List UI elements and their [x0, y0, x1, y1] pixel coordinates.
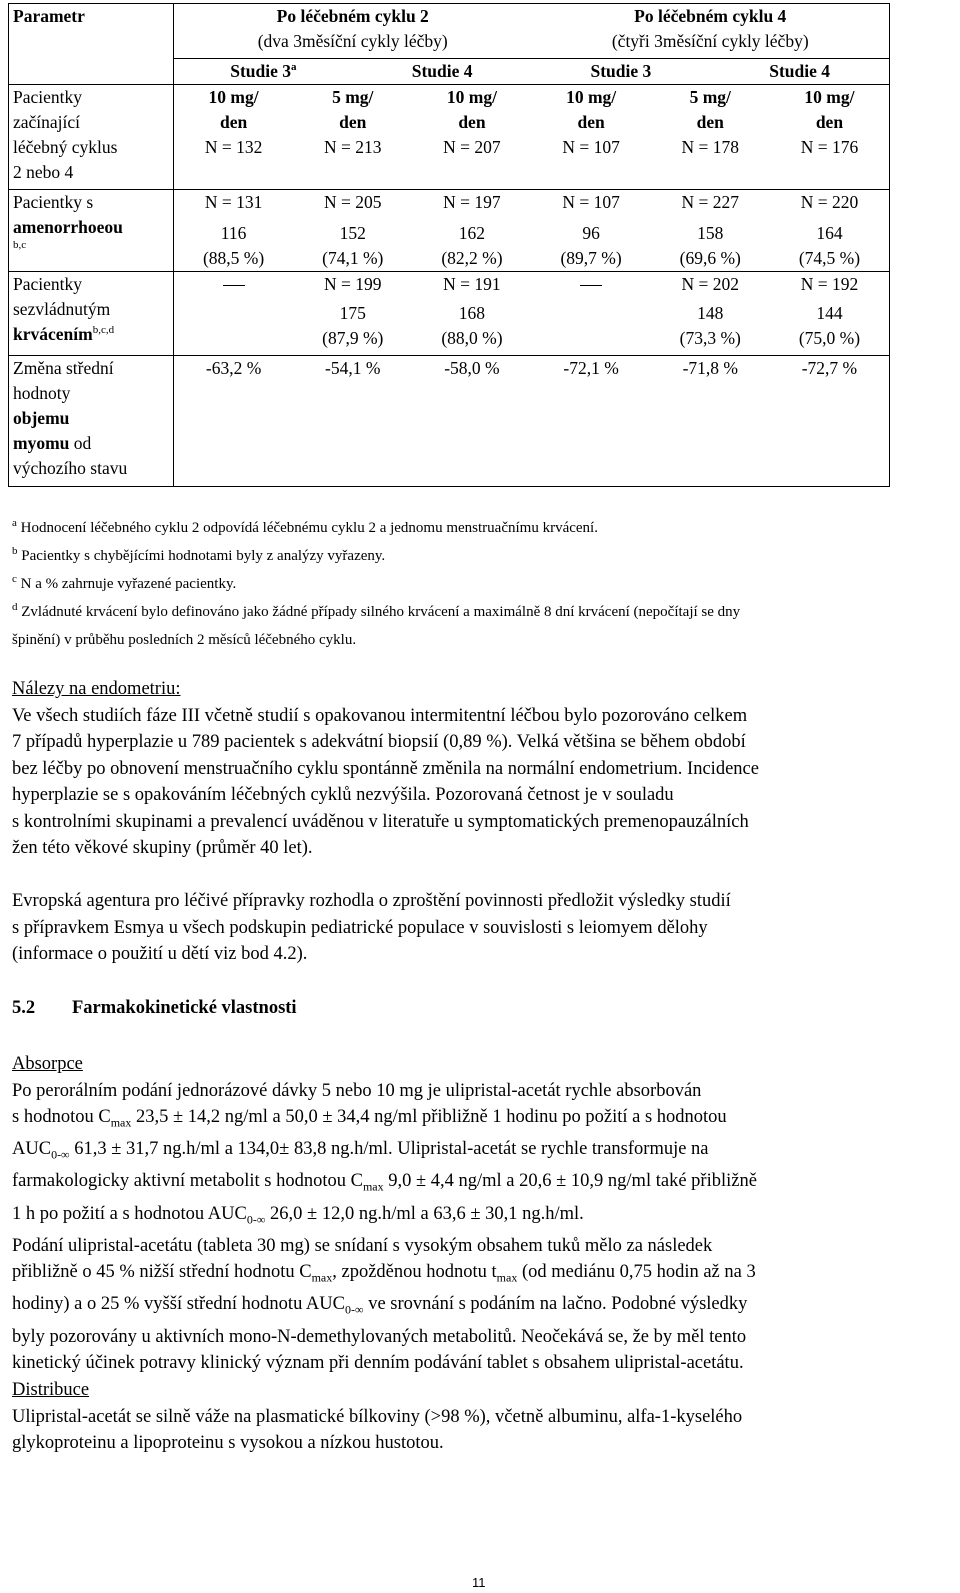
section-subtitle: Absorpce	[12, 1054, 83, 1074]
value-cell: -72,1 %	[563, 358, 619, 378]
value-cell: -63,2 %	[205, 358, 262, 378]
study-label: Studie 4	[769, 61, 831, 81]
dash-cell	[532, 272, 651, 297]
dose-cell: 10 mg/ den N = 176	[800, 87, 859, 157]
value-cell: 116 (88,5 %)	[202, 223, 265, 268]
value-cell: -72,7 %	[801, 358, 858, 378]
value-cell: -54,1 %	[325, 358, 381, 378]
row-label-amenorrhoea: Pacientky s amenorrhoeou b,c	[9, 190, 174, 272]
n-cell: N = 197	[443, 192, 501, 212]
dose-cell: 10 mg/ den N = 207	[443, 87, 501, 157]
dose-cell: 10 mg/ den N = 107	[562, 87, 620, 157]
section-subtitle: Distribuce	[12, 1380, 90, 1400]
bleeding-cells	[174, 272, 890, 356]
value-cell: 162 (82,2 %)	[441, 223, 503, 268]
value-cell: 152 (74,1 %)	[322, 223, 384, 268]
n-cell: N = 192	[800, 274, 859, 294]
distribution-section: Distribuce Ulipristal-acetát se silně váže na plasmatické bílkoviny (>98 %), včetně albuminu, alfa-1-kyselého glykoproteinu a lipoproteinu s vysokou a nízkou hustotou.	[12, 1377, 947, 1457]
dose-cell: 5 mg/ den N = 213	[324, 87, 382, 157]
study-label: Studie 3	[590, 61, 652, 81]
results-table	[8, 3, 890, 487]
value-cell: 158 (69,6 %)	[679, 223, 741, 268]
n-cell: N = 199	[324, 274, 382, 294]
dose-cell: 5 mg/ den N = 178	[681, 87, 740, 157]
cycle4-header: Po léčebném cyklu 4 (čtyři 3měsíční cykly léčby)	[611, 6, 809, 51]
n-cell: N = 107	[562, 192, 620, 212]
ema-paragraph: Evropská agentura pro léčivé přípravky rozhodla o zproštění povinnosti předložit výsledky studií s přípravkem Esmya u všech podskupin pediatrické populace v souvislosti s leiomyem dělohy (informace o použití u dětí viz bod 4.2).	[12, 891, 731, 964]
value-cell: 144 (75,0 %)	[798, 303, 861, 348]
value-cell: 164 (74,5 %)	[798, 223, 861, 268]
endometrium-section: Nálezy na endometriu: Ve všech studiích fáze III včetně studií s opakovanou intermitentní léčbou bylo pozorováno celkem 7 případů hyperplazie u 789 pacientek s adekvátní biopsií (0,89 %). Velká většina se během období bez léčby po obnovení menstruačního cyklu spontánně změnila na normální endometrium. Incidence hyperplazie se s opakováním léčebných cyklů nezvýšila. Pozorovaná četnost je v souladu s kontrolními skupinami a prevalencí uváděnou v literatuře u symptomatických premenopauzálních žen této věkové skupiny (průměr 40 let).	[12, 676, 947, 862]
n-cell: N = 202	[681, 274, 740, 294]
footnote: špinění) v průběhu posledních 2 měsíců léčebného cyklu.	[12, 632, 357, 648]
value-cell: 175 (87,9 %)	[322, 303, 384, 348]
row-label-volume: Změna střední hodnoty objemu myomu od výchozího stavu	[9, 356, 174, 487]
n-cell: N = 191	[443, 274, 501, 294]
table-footnotes	[12, 514, 942, 654]
n-cell: N = 131	[204, 192, 263, 212]
footnote: $^a$ Hodnocení léčebného cyklu 2 odpovídá léčebnému cyklu 2 a jednomu menstruačnímu krvácení.	[12, 517, 598, 536]
n-cell: N = 227	[681, 192, 740, 212]
study-label: Studie 4	[411, 61, 473, 81]
row-label-start: Pacientky začínající léčebný cyklus 2 nebo 4	[9, 85, 174, 190]
amenorrhoea-cells	[174, 190, 890, 272]
row-label-bleeding: Pacientky sezvládnutým krvácením$^{b,c,d}$	[9, 272, 174, 356]
absorption-section: Absorpce Po perorálním podání jednorázové dávky 5 nebo 10 mg je ulipristal-acetát rychle absorbován s hodnotou $C_{max}$ 23,5 ± 14,2 ng/ml a 50,0 ± 34,4 ng/ml přibližně 1 hodinu po požití a s hodnotou $AUC_{0-\infty}$ 61,3 ± 31,7 ng.h/ml a 134,0± 83,8 ng.h/ml. Ulipristal-acetát se rychle transformuje na farmakologicky aktivní metabolit s hodnotou $C_{max}$ 9,0 ± 4,4 ng/ml a 20,6 ± 10,9 ng/ml také přibližně 1 h po požití a s hodnotou $AUC_{0-\infty}$ 26,0 ± 12,0 ng.h/ml a 63,6 ± 30,1 ng.h/ml. Podání ulipristal-acetátu (tableta 30 mg) se snídaní s vysokým obsahem tuků mělo za následek přibližně o 45 % nižší střední hodnotu $C_{max}$, zpožděnou hodnotu $t_{max}$ (od mediánu 0,75 hodin až na 3 hodiny) a o 25 % vyšší střední hodnotu $AUC_{0-\infty}$ ve srovnání s podáním na lačno. Podobné výsledky byly pozorovány u aktivních mono-N-demethylovaných metabolitů. Neočekává se, že by měl tento kinetický účinek potravy klinický význam při denním podávání tablet s obsahem ulipristal-acetátu.	[12, 1051, 947, 1377]
value-cell: -58,0 %	[444, 358, 500, 378]
value-cell: 96 (89,7 %)	[560, 223, 622, 268]
volume-cells	[174, 356, 890, 487]
dose-cell: 10 mg/ den N = 132	[204, 87, 263, 157]
value-cell: 168 (88,0 %)	[441, 303, 503, 348]
section-heading: 5.2 Farmakokinetické vlastnosti	[12, 998, 297, 1018]
n-cell: N = 220	[800, 192, 859, 212]
footnote: $^b$ Pacientky s chybějícími hodnotami byly z analýzy vyřazeny.	[12, 545, 386, 564]
value-cell: -71,8 %	[682, 358, 738, 378]
dash-cell	[174, 272, 293, 297]
value-cell: 148 (73,3 %)	[679, 303, 741, 348]
footnote: $^c$ N a % zahrnuje vyřazené pacientky.	[12, 573, 237, 592]
page-number: 11	[472, 1575, 486, 1590]
study-header-cell	[174, 59, 890, 85]
study-label: Studie 3$^a$	[230, 61, 297, 81]
section-subtitle: Nálezy na endometriu:	[12, 679, 181, 699]
cycle-header-cell	[174, 4, 890, 59]
footnote: $^d$ Zvládnuté krvácení bylo definováno jako žádné případy silného krvácení a maximálně 8 dní krvácení (nepočítají se dny	[12, 601, 741, 620]
param-header: Parametr	[13, 6, 85, 26]
param-header-cell	[9, 4, 174, 85]
n-cell: N = 205	[324, 192, 382, 212]
dose-cells	[174, 85, 890, 190]
cycle2-header: Po léčebném cyklu 2 (dva 3měsíční cykly léčby)	[257, 6, 448, 51]
